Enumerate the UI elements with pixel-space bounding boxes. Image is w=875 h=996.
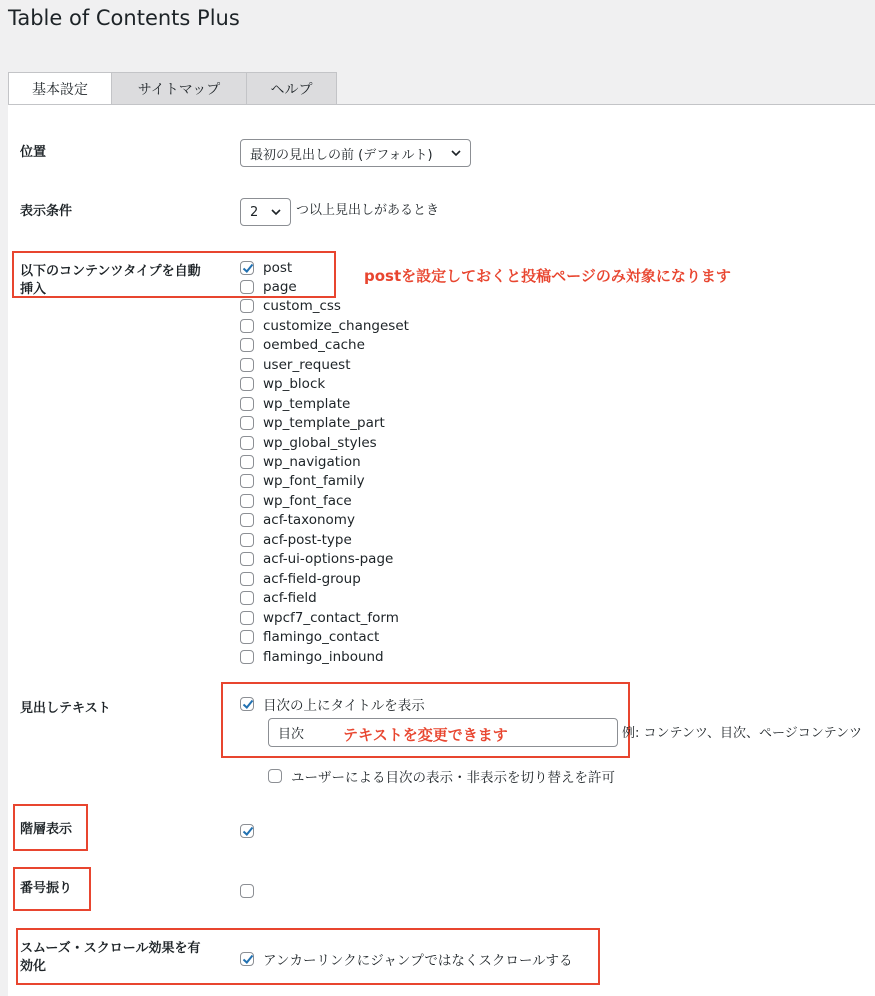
content-type-label: flamingo_contact [263, 629, 380, 646]
content-type-option[interactable] [240, 589, 317, 608]
content-type-option[interactable] [240, 297, 341, 316]
title-example-text: 例: コンテンツ、目次、ページコンテンツ [622, 726, 863, 741]
tab-sitemap[interactable]: サイトマップ [111, 72, 247, 104]
content-type-label: wp_block [263, 376, 326, 393]
content-type-option[interactable] [240, 608, 399, 627]
content-type-label: wp_navigation [263, 454, 361, 470]
content-type-checkbox[interactable] [240, 358, 254, 372]
show-title-checkbox[interactable] [240, 697, 254, 711]
position-label: 位置 [20, 145, 47, 160]
numbering-option[interactable] [240, 881, 254, 900]
content-type-option[interactable] [240, 414, 385, 433]
checkmark-icon [241, 697, 255, 711]
content-type-option[interactable] [240, 647, 384, 666]
auto-insert-label-line2: 挿入 [20, 282, 47, 297]
content-type-label: wp_font_family [263, 473, 365, 490]
content-type-label: acf-field-group [263, 570, 361, 587]
content-type-label: user_request [263, 356, 351, 373]
content-type-option[interactable] [240, 336, 365, 355]
content-type-checkbox[interactable] [240, 513, 254, 527]
auto-insert-label [20, 263, 201, 299]
smooth-scroll-label [20, 940, 200, 976]
checkmark-icon [241, 261, 255, 275]
content-type-checkbox[interactable] [240, 494, 254, 508]
numbering-checkbox[interactable] [240, 884, 254, 898]
annotation-post-only: postを設定しておくと投稿ページのみ対象になります [364, 267, 731, 285]
content-type-checkbox[interactable] [240, 299, 254, 313]
smooth-scroll-label-line2: 効化 [20, 959, 47, 974]
allow-toggle-checkbox[interactable] [268, 769, 282, 783]
content-type-label: page [263, 278, 297, 295]
show-title-option[interactable] [240, 694, 425, 713]
content-type-checkbox[interactable] [240, 630, 254, 644]
content-type-checkbox[interactable] [240, 533, 254, 547]
chevron-down-icon [269, 205, 283, 219]
content-type-checkbox[interactable] [240, 611, 254, 625]
smooth-scroll-label-line1: スムーズ・スクロール効果を有 [20, 941, 201, 956]
settings-panel [8, 104, 875, 996]
content-type-checkbox[interactable] [240, 261, 254, 275]
content-type-option[interactable] [240, 258, 292, 277]
toc-title-value: 目次 [278, 727, 305, 742]
heading-text-label: 見出しテキスト [20, 701, 111, 716]
content-type-label: wpcf7_contact_form [263, 609, 399, 626]
content-type-checkbox[interactable] [240, 474, 254, 488]
content-type-checkbox[interactable] [240, 397, 254, 411]
content-type-checkbox[interactable] [240, 377, 254, 391]
content-type-checkbox[interactable] [240, 436, 254, 450]
content-type-checkbox[interactable] [240, 338, 254, 352]
content-type-label: post [263, 259, 293, 276]
content-type-label: wp_template_part [263, 415, 385, 432]
heading-count-select[interactable] [240, 198, 291, 226]
content-type-checkbox[interactable] [240, 552, 254, 566]
content-type-checkbox[interactable] [240, 280, 254, 294]
tab-help[interactable]: ヘルプ [246, 72, 337, 104]
heading-count-value: 2 [250, 204, 259, 220]
content-type-label: wp_template [263, 395, 351, 412]
content-type-checkbox[interactable] [240, 572, 254, 586]
smooth-scroll-option[interactable] [240, 949, 573, 968]
content-type-checkbox[interactable] [240, 416, 254, 430]
content-type-option[interactable] [240, 355, 351, 374]
show-when-suffix: つ以上見出しがあるとき [296, 203, 440, 218]
smooth-scroll-checkbox[interactable] [240, 952, 254, 966]
smooth-scroll-option-label: アンカーリンクにジャンプではなくスクロールする [263, 952, 573, 969]
content-type-label: wp_font_face [263, 492, 352, 509]
content-type-option[interactable] [240, 511, 355, 530]
content-type-option[interactable] [240, 277, 297, 296]
content-type-label: customize_changeset [263, 317, 409, 334]
content-type-label: flamingo_inbound [263, 648, 384, 665]
checkmark-icon [241, 952, 255, 966]
content-type-option[interactable] [240, 375, 325, 394]
position-select-value: 最初の見出しの前 (デフォルト) [250, 147, 433, 163]
numbering-label: 番号振り [20, 881, 73, 896]
content-type-option[interactable] [240, 472, 365, 491]
tab-basic-settings[interactable]: 基本設定 [8, 72, 112, 105]
position-select[interactable] [240, 139, 471, 167]
content-type-checkbox[interactable] [240, 455, 254, 469]
hierarchy-checkbox[interactable] [240, 824, 254, 838]
content-type-label: acf-taxonomy [263, 512, 355, 529]
content-type-option[interactable] [240, 453, 361, 472]
content-type-option[interactable] [240, 433, 377, 452]
content-type-option[interactable] [240, 491, 352, 510]
content-type-label: acf-ui-options-page [263, 551, 394, 568]
hierarchy-option[interactable] [240, 821, 254, 840]
page-title: Table of Contents Plus [8, 6, 240, 30]
content-type-label: acf-post-type [263, 531, 352, 548]
content-type-checkbox[interactable] [240, 591, 254, 605]
allow-toggle-label: ユーザーによる目次の表示・非表示を切り替えを許可 [291, 769, 615, 786]
show-when-label: 表示条件 [20, 204, 73, 219]
content-type-label: wp_global_styles [263, 434, 377, 451]
allow-toggle-option[interactable] [268, 766, 615, 785]
content-type-option[interactable] [240, 628, 379, 647]
content-type-label: acf-field [263, 590, 317, 607]
annotation-change-text: テキストを変更できます [343, 726, 508, 744]
content-type-option[interactable] [240, 394, 350, 413]
content-type-label: custom_css [263, 298, 341, 315]
hierarchy-label: 階層表示 [20, 822, 73, 837]
content-type-checkbox[interactable] [240, 650, 254, 664]
chevron-down-icon [449, 146, 463, 160]
content-type-option[interactable] [240, 316, 409, 335]
content-type-option[interactable] [240, 550, 393, 569]
content-type-option[interactable] [240, 530, 352, 549]
checkmark-icon [241, 824, 255, 838]
show-title-label: 目次の上にタイトルを表示 [263, 697, 425, 714]
auto-insert-label-line1: 以下のコンテンツタイプを自動 [20, 264, 201, 279]
content-type-label: oembed_cache [263, 337, 365, 354]
content-type-checkbox[interactable] [240, 319, 254, 333]
content-type-option[interactable] [240, 569, 361, 588]
